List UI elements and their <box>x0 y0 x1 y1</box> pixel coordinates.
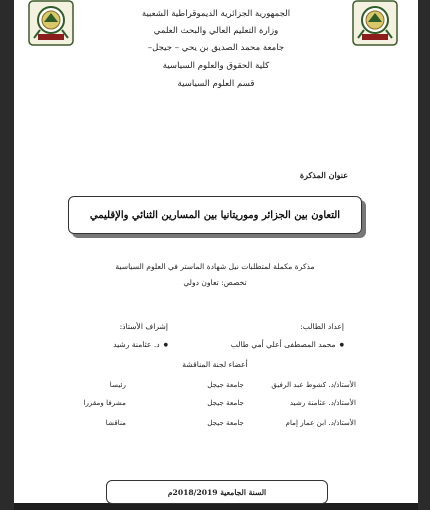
committee-member-role: مناقشا <box>105 418 126 427</box>
supervisor-label: إشراف الأستاذ: <box>119 322 168 331</box>
page-bottom-shadow <box>14 503 418 510</box>
university-name: جامعة محمد الصديق بن يحي – جيجل– <box>147 43 285 53</box>
ministry-name: وزارة التعليم العالي والبحث العلمي <box>153 26 279 36</box>
university-seal-icon <box>28 0 74 46</box>
department-name: قسم العلوم السياسية <box>177 79 255 89</box>
university-seal-icon <box>352 0 398 46</box>
committee-heading: أعضاء لجنة المناقشة <box>182 360 248 369</box>
committee-member-role: مشرفا ومقررا <box>83 398 126 407</box>
republic-name: الجمهورية الجزائرية الديموقراطية الشعبية <box>141 9 291 19</box>
committee-member-university: جامعة جيجل <box>207 418 244 427</box>
thesis-title-label: عنوان المذكرة <box>299 170 348 180</box>
committee-member-university: جامعة جيجل <box>207 398 244 407</box>
academic-year-box <box>106 480 328 504</box>
thesis-specialty: تخصص: تعاون دولي <box>183 278 247 287</box>
thesis-title: التعاون بين الجزائر وموريتانيا بين المسارين الثنائي والإقليمي <box>89 209 341 221</box>
committee-member-university: جامعة جيجل <box>207 380 244 389</box>
document-page <box>14 0 418 510</box>
committee-member-role: رئيسا <box>109 380 126 389</box>
student-name: ● محمد المصطفى أعلي أمي طالب <box>231 340 344 349</box>
prepared-by-label: إعداد الطالب: <box>300 322 344 331</box>
committee-member-name: الأستاذ/د. كشوط عبد الرفيق <box>271 380 356 389</box>
committee-member-name: الأستاذ/د. ابن عمار إمام <box>285 418 356 427</box>
faculty-name: كلية الحقوق والعلوم السياسية <box>162 61 270 71</box>
committee-member-name: الأستاذ/د. عثامنة رشيد <box>289 398 356 407</box>
academic-year: السنة الجامعية 2018/2019م <box>167 487 267 497</box>
thesis-title-box <box>68 196 362 234</box>
supervisor-name: ● د. عثامنة رشيد <box>113 340 168 349</box>
thesis-purpose: مذكرة مكملة لمتطلبات نيل شهادة الماستر في العلوم السياسية <box>115 262 315 271</box>
